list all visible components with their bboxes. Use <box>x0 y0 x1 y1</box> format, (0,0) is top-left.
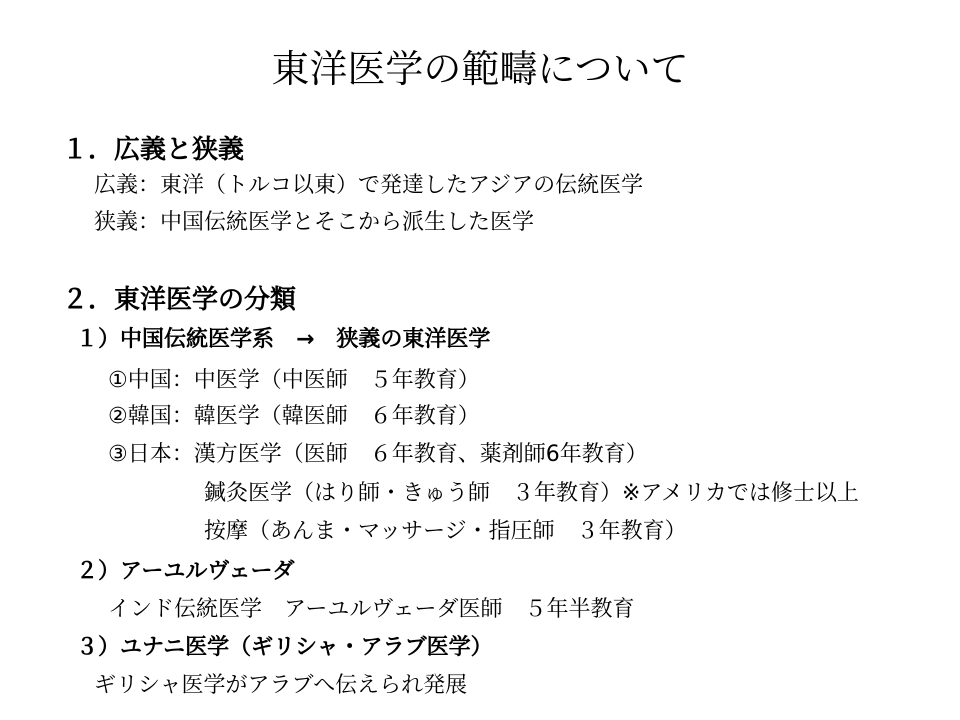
list-item-india: インド伝統医学 アーユルヴェーダ医師 ５年半教育 <box>108 597 635 622</box>
list-item-acupuncture: 鍼灸医学（はり師・きゅう師 ３年教育）※アメリカでは修士以上 <box>204 481 859 506</box>
section-heading-broad-narrow: １．広義と狭義 <box>62 135 245 165</box>
subheading-unani: ３）ユナニ医学（ギリシャ・アラブ医学） <box>76 635 493 660</box>
list-item-anma: 按摩（あんま・マッサージ・指圧師 ３年教育） <box>204 519 687 544</box>
list-item-japan: ③日本：漢方医学（医師 ６年教育、薬剤師6年教育） <box>108 442 648 467</box>
definition-broad: 広義：東洋（トルコ以東）で発達したアジアの伝統医学 <box>94 173 644 198</box>
subheading-ayurveda: ２）アーユルヴェーダ <box>76 559 295 584</box>
slide-title: 東洋医学の範疇について <box>271 47 689 91</box>
list-item-greek-arab: ギリシャ医学がアラブへ伝えられ発展 <box>94 673 468 698</box>
section-heading-classification: ２．東洋医学の分類 <box>62 285 297 315</box>
list-item-korea: ②韓国：韓医学（韓医師 ６年教育） <box>108 404 480 429</box>
list-item-china: ①中国：中医学（中医師 ５年教育） <box>108 368 480 393</box>
definition-narrow: 狭義：中国伝統医学とそこから派生した医学 <box>94 210 535 235</box>
subheading-chinese-traditional: １）中国伝統医学系 → 狭義の東洋医学 <box>76 327 491 352</box>
